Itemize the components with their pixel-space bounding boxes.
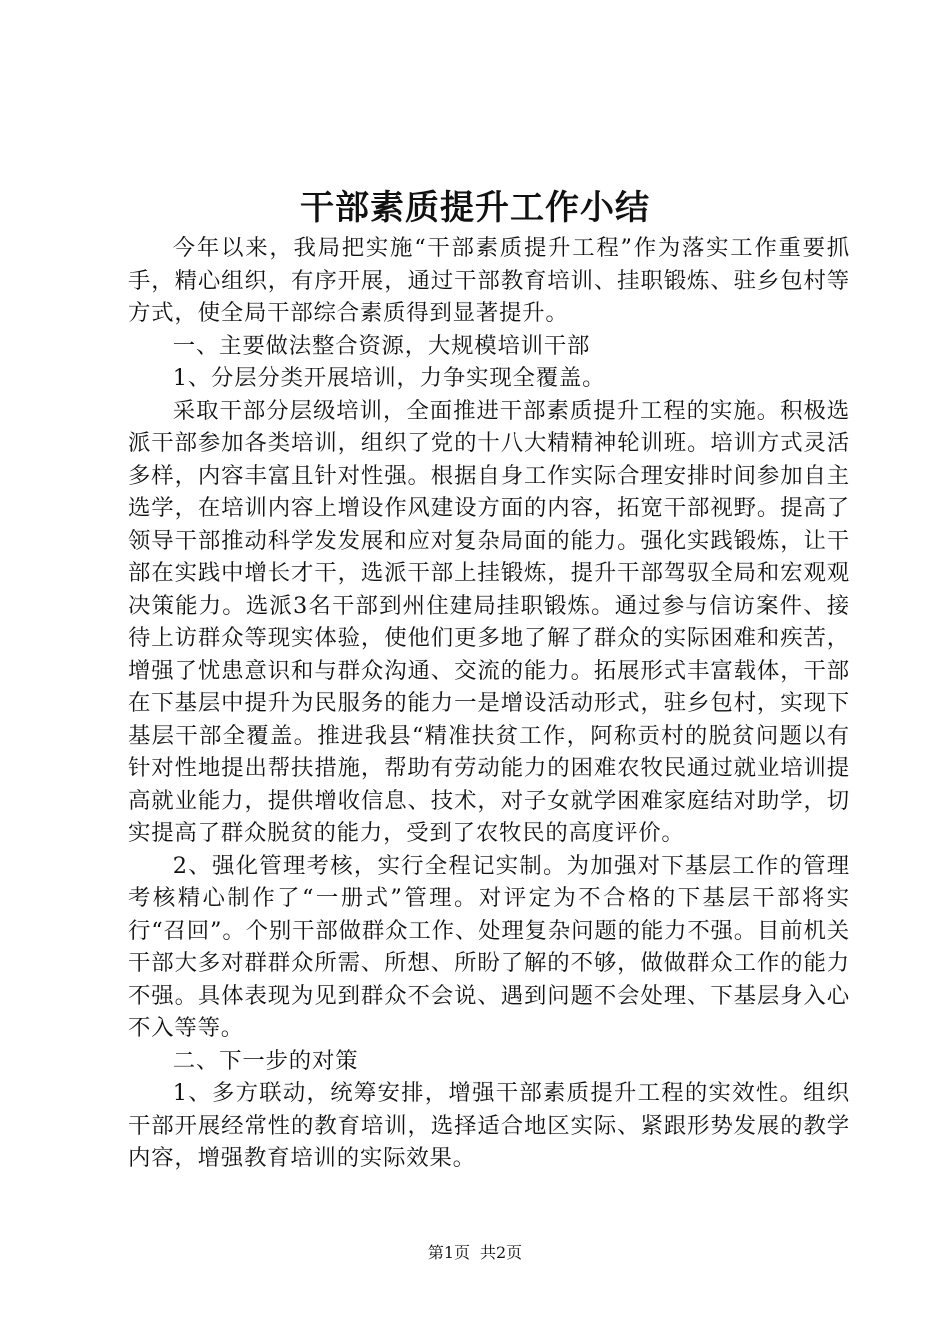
paragraph-management: 2、强化管理考核，实行全程记实制。为加强对下基层工作的管理考核精心制作了“一册式”管理。对评定为不合格的下基层干部将实行“召回”。个别干部做群众工作、处理复杂问题的能力不强。目前机关干部大多对群群众所需、所想、所盼了解的不够，做做群众工作的能力不强。具体表现为见到群众不会说、遇到问题不会处理、下基层身入心不入等等。: [128, 852, 850, 1041]
paragraph-intro: 今年以来，我局把实施“干部素质提升工程”作为落实工作重要抓手，精心组织，有序开展，通过干部教育培训、挂职锻炼、驻乡包村等方式，使全局干部综合素质得到显著提升。: [128, 235, 850, 326]
section-heading-2: 二、下一步的对策: [172, 1047, 359, 1074]
page-total: 共2页: [480, 1243, 523, 1262]
paragraph-next-steps: 1、多方联动，统筹安排，增强干部素质提升工程的实效性。组织干部开展经常性的教育培训，选择适合地区实际、紧跟形势发展的教学内容，增强教育培训的实际效果。: [128, 1080, 850, 1171]
document-body: [128, 232, 850, 1175]
page-footer: [0, 1241, 950, 1265]
page-number: 第1页: [427, 1243, 470, 1262]
paragraph-training: 采取干部分层级培训，全面推进干部素质提升工程的实施。积极选派干部参加各类培训，组织了党的十八大精精神轮训班。培训方式灵活多样，内容丰富且针对性强。根据自身工作实际合理安排时间参加自主选学，在培训内容上增设作风建设方面的内容，拓宽干部视野。提高了领导干部推动科学发发展和应对复杂局面的能力。强化实践锻炼，让干部在实践中增长才干，选派干部上挂锻炼，提升干部驾驭全局和宏观观决策能力。选派3名干部到州住建局挂职锻炼。通过参与信访案件、接待上访群众等现实体验，使他们更多地了解了群众的实际困难和疾苦，增强了忧患意识和与群众沟通、交流的能力。拓展形式丰富载体，干部在下基层中提升为民服务的能力一是增设活动形式，驻乡包村，实现下基层干部全覆盖。推进我县“精准扶贫工作，阿称贡村的脱贫问题以有针对性地提出帮扶措施，帮助有劳动能力的困难农牧民通过就业培训提高就业能力，提供增收信息、技术，对子女就学困难家庭结对助学，切实提高了群众脱贫的能力，受到了农牧民的高度评价。: [128, 397, 850, 846]
document-title: 干部素质提升工作小结: [300, 188, 650, 228]
subsection-heading-1-1: 1、分层分类开展培训，力争实现全覆盖。: [172, 365, 606, 391]
section-heading-1: 一、主要做法整合资源，大规模培训干部: [172, 332, 591, 359]
